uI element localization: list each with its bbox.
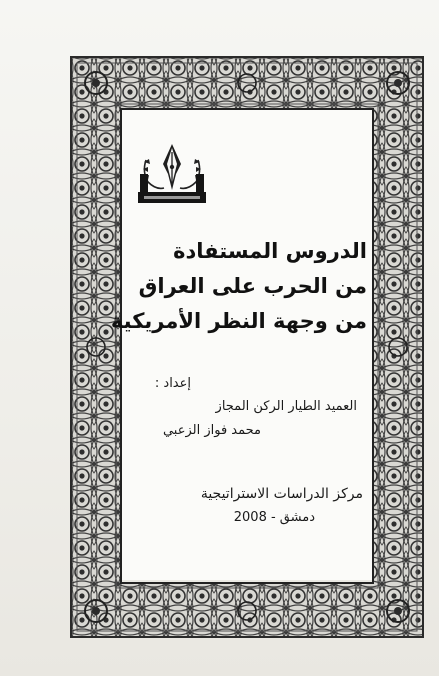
title-line-2: من الحرب على العراق xyxy=(138,274,367,298)
place-and-year: دمشق - 2008 xyxy=(233,510,315,525)
publisher-name: مركز الدراسات الاستراتيجية xyxy=(200,486,363,502)
author-rank: العميد الطيار الركن المجاز xyxy=(215,399,357,414)
title-line-3: من وجهة النظر الأمريكية xyxy=(110,309,367,333)
author-name: محمد فواز الزعبي xyxy=(162,423,261,438)
pen-emblem-icon xyxy=(134,138,210,208)
prepared-by-label: إعداد : xyxy=(154,376,191,391)
title-line-1: الدروس المستفادة xyxy=(173,239,367,263)
